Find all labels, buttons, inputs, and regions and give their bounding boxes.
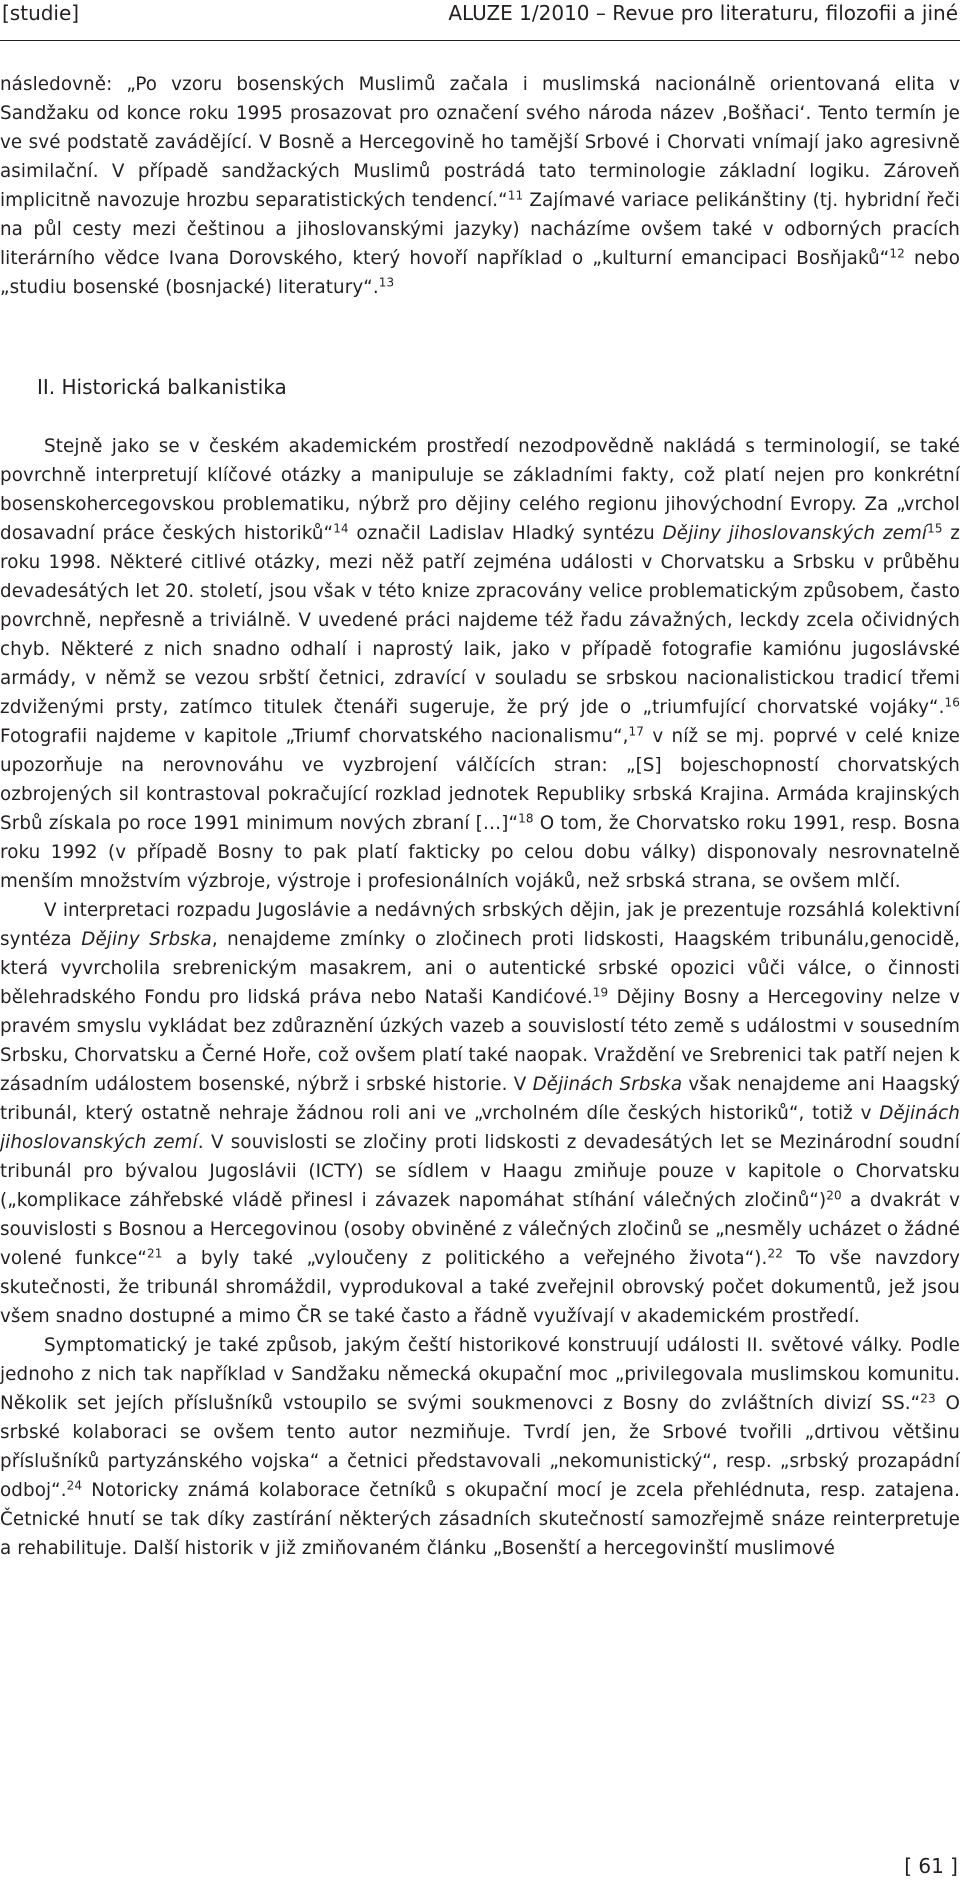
section-label: [studie]	[2, 1, 80, 25]
footnote-ref: 16	[944, 695, 960, 710]
running-header	[0, 0, 960, 30]
book-title: Dějiny jihoslovanských zemí	[662, 523, 928, 544]
header-rule	[0, 40, 960, 41]
section-heading: II. Historická balkanistika	[37, 375, 287, 399]
paragraph-2: V interpretaci rozpadu Jugoslávie a nedávných srbských dějin, jak je prezentuje rozsáhlá kolektivní syntéza Dějiny Srbska, nenajdeme zmínky o zločinech proti lidskosti, Haagském tribunálu,genocidě, která vyvrcholila srebrenickým masakrem, ani o autentické srbské opozici vůči válce, o činnosti bělehradského Fondu pro lidská práva nebo Nataši Kandićové.$^{19}$ Dějiny Bosny a Hercegoviny nelze v pravém smyslu vykládat bez zdůraznění úzkých vazeb a souvislostí této země s událostmi v sousedním Srbsku, Chorvatsku a Černé Hoře, což ovšem platí také naopak. Vraždění ve Srebrenici tak patří nejen k zásadním událostem bosenské, nýbrž i srbské historie. V Dějinách Srbska však nenajdeme ani Haagský tribunál, který ostatně nehraje žádnou roli ani ve „vrcholném díle českých historiků“, totiž v Dějinách jihoslovanských zemí. V souvislosti se zločiny proti lidskosti z devadesátých let se Mezinárodní soudní tribunál pro bývalou Jugoslávii (ICTY) se sídlem v Haagu zmiňuje pouze v kapitole o Chorvatsku („komplikace záhřebské vládě přinesl i závazek napomáhat stíhání válečných zločinů“)$^{20}$ a dvakrát v souvislosti s Bosnou a Hercegovinou (osoby obviněné z válečných zločinů se „nesměly ucházet o žádné volené funkce“$^{21}$ a byly také „vyloučeny z politického a veřejného života“).$^{22}$ To vše navzdory skutečnosti, že tribunál shromáždil, vyprodukoval a také zveřejnil obrovský počet dokumentů, jež jsou všem snadno dostupné a mimo ČR se také často a řádně využívají v akademickém prostředí.	[0, 900, 960, 1327]
footnote-ref: 18	[518, 811, 534, 826]
footnote-ref: 20	[826, 1188, 842, 1203]
footnote-ref: 24	[66, 1478, 83, 1493]
footnote-ref: 22	[767, 1246, 783, 1261]
footnote-ref: 15	[927, 521, 943, 536]
footnote-ref: 13	[378, 275, 395, 290]
footnote-ref: 12	[889, 246, 905, 261]
paragraph-1: Stejně jako se v českém akademickém prostředí nezodpovědně nakládá s terminologií, se také povrchně interpretují klíčové otázky a manipuluje se základními fakty, což platí nejen pro konkrétní bosenskohercegovskou problematiku, nýbrž pro dějiny celého regionu jihovýchodní Evropy. Za „vrchol dosavadní práce českých historiků“$^{14}$ označil Ladislav Hladký syntézu Dějiny jihoslovanských zemí$^{15}$ z roku 1998. Některé citlivé otázky, mezi něž patří zejména události v Chorvatsku a Srbsku v průběhu devadesátých let 20. století, jsou však v této knize zpracovány velice problematickým způsobem, často povrchně, nepřesně a triviálně. V uvedené práci najdeme též řadu závažných, leckdy zcela očividných chyb. Některé z nich snadno odhalí i naprostý laik, jako v případě fotografie kamiónu jugoslávské armády, v němž se vezou srbští četnici, zdravící v souladu se srbskou nacionalistickou tradicí třemi zdviženými prsty, zatímco titulek čtenáři sugeruje, že prý jde o „triumfující chorvatské vojáky“.$^{16}$ Fotografii najdeme v kapitole „Triumf chorvatského nacionalismu“,$^{17}$ v níž se mj. poprvé v celé knize upozorňuje na nerovnováhu ve vyzbrojení válčících stran: „[S] bojeschopností chorvatských ozbrojených sil kontrastoval pokračující rozklad jednotek Republiky srbská Krajina. Armáda krajinských Srbů získala po roce 1991 minimum nových zbraní […]“$^{18}$ O tom, že Chorvatsko roku 1991, resp. Bosna roku 1992 (v případě Bosny to pak platí fakticky po celou dobu války) disponovaly nesrovnatelně menším množstvím výzbroje, výstroje i profesionálních vojáků, než srbská strana, se ovšem mlčí.	[0, 436, 960, 892]
book-title: Dějiny Srbska	[81, 929, 212, 950]
journal-title: ALUZE 1/2010 – Revue pro literaturu, filozofii a jiné	[448, 1, 958, 25]
intro-text	[0, 70, 960, 302]
footnote-ref: 23	[920, 1391, 936, 1406]
footnote-ref: 21	[146, 1246, 163, 1261]
footnote-ref: 19	[592, 985, 609, 1000]
footnote-ref: 17	[628, 724, 645, 739]
section-body	[0, 432, 960, 1563]
page-number: [ 61 ]	[904, 1854, 958, 1878]
book-title: Dějinách jihoslovanských zemí	[0, 1103, 960, 1153]
intro-paragraph: následovně: „Po vzoru bosenských Muslimů začala i muslimská nacionálně orientovaná elita v Sandžaku od konce roku 1995 prosazovat pro označení svého národa název ‚Bošňaci‘. Tento termín je ve své podstatě zavádějící. V Bosně a Hercegovině ho tamější Srbové i Chorvati vnímají jako agresivně asimilační. V případě sandžackých Muslimů postrádá tato terminologie základní logiku. Zároveň implicitně navozuje hrozbu separatistických tendencí.“$^{11}$ Zajímavé variace pelikánštiny (tj. hybridní řeči na půl cesty mezi češtinou a jihoslovanskými jazyky) nacházíme ovšem také v odborných pracích literárního vědce Ivana Dorovského, který hovoří například o „kulturní emancipaci Bosňjaků“$^{12}$ nebo „studiu bosenské (bosnjacké) literatury“.$^{13}$	[0, 74, 960, 298]
footnote-ref: 11	[507, 188, 524, 203]
paragraph-3: Symptomatický je také způsob, jakým čeští historikové konstruují události II. světové války. Podle jednoho z nich tak například v Sandžaku německá okupační moc „privilegovala muslimskou komunitu. Několik set jejích příslušníků vstoupilo se svými soukmenovci z Bosny do zvláštních divizí SS.“$^{23}$ O srbské kolaboraci se ovšem tento autor nezmiňuje. Tvrdí jen, že Srbové tvořili „drtivou většinu příslušníků partyzánského vojska“ a četnici představovali „nekomunistický“, resp. „srbský prozapádní odboj“.$^{24}$ Notoricky známá kolaborace četníků s okupační mocí je zcela přehlédnuta, resp. zatajena. Četnické hnutí se tak díky zastírání některých zásadních skutečností samozřejmě snáze reinterpretuje a rehabilituje. Další historik v již zmiňovaném článku „Bosenští a hercegovinští muslimové	[0, 1335, 960, 1559]
footnote-ref: 14	[333, 521, 349, 536]
book-title: Dějinách Srbska	[532, 1074, 683, 1095]
